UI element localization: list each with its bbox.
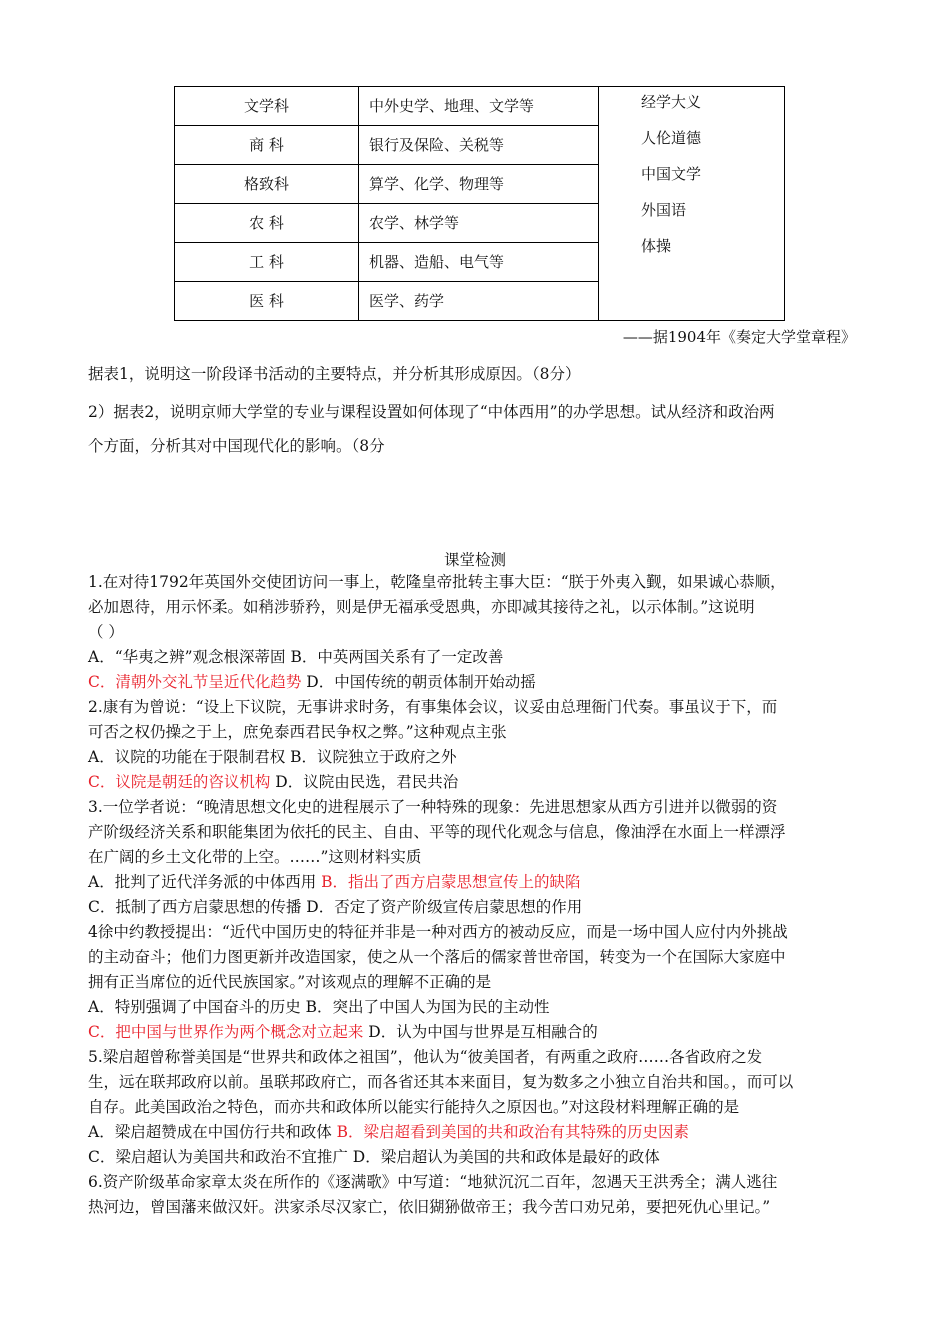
courses-cell: 银行及保险、关税等 bbox=[359, 126, 599, 165]
q6-stem: 6.资产阶级革命家章太炎在所作的《逐满歌》中写道：“地狱沉沉二百年，忽遇天王洪秀全；满人逃往 bbox=[88, 1173, 778, 1191]
subject-cell: 文学科 bbox=[175, 87, 359, 126]
q4-stem: 的主动奋斗；他们力图更新并改造国家，使之从一个落后的儒家普世帝国，转变为一个在国际大家庭中 bbox=[88, 948, 786, 966]
table-source: ——据1904年《奏定大学堂章程》 bbox=[622, 328, 856, 346]
subject-cell: 医 科 bbox=[175, 282, 359, 321]
common-courses-cell bbox=[599, 87, 785, 321]
subject-cell: 商 科 bbox=[175, 126, 359, 165]
q1-stem: （ ） bbox=[88, 623, 124, 641]
courses-cell: 机器、造船、电气等 bbox=[359, 243, 599, 282]
q3-answer-b: B．指出了西方启蒙思想宣传上的缺陷 bbox=[321, 873, 581, 891]
q3-stem: 3.一位学者说：“晚清思想文化史的进程展示了一种特殊的现象：先进思想家从西方引进并以微弱的资 bbox=[88, 798, 778, 816]
q3-options-ab bbox=[88, 870, 581, 892]
q6-stem: 热河边，曾国藩来做汉奸。洪家杀尽汉家亡，依旧猢狲做帝王；我今苦口劝兄弟，要把死仇心里记。” bbox=[88, 1198, 771, 1216]
q1-stem: 1.在对待1792年英国外交使团访问一事上，乾隆皇帝批转主事大臣：“朕于外夷入觐，如果诚心恭顺， bbox=[88, 573, 786, 591]
courses-cell: 农学、林学等 bbox=[359, 204, 599, 243]
q3-options-cd: C．抵制了西方启蒙思想的传播 D．否定了资产阶级宣传启蒙思想的作用 bbox=[88, 898, 583, 916]
subject-cell: 农 科 bbox=[175, 204, 359, 243]
common-course: 体操 bbox=[641, 237, 672, 255]
q5-option-a: A．梁启超赞成在中国仿行共和政体 bbox=[88, 1123, 337, 1141]
course-table bbox=[174, 86, 785, 321]
q5-options-cd: C．梁启超认为美国共和政治不宜推广 D．梁启超认为美国的共和政体是最好的政体 bbox=[88, 1148, 660, 1166]
q5-stem: 5.梁启超曾称誉美国是“世界共和政体之祖国”，他认为“彼美国者，有两重之政府……各省政府之发 bbox=[88, 1048, 763, 1066]
q5-stem: 自存。此美国政治之特色，而亦共和政体所以能实行能持久之原因也。”对这段材料理解正确的是 bbox=[88, 1098, 740, 1116]
q2-answer-c: C．议院是朝廷的咨议机构 bbox=[88, 773, 271, 791]
section-title: 课堂检测 bbox=[443, 551, 506, 569]
q2-options-ab: A．议院的功能在于限制君权 B．议院独立于政府之外 bbox=[88, 748, 457, 766]
q3-stem: 在广阔的乡土文化带的上空。……”这则材料实质 bbox=[88, 848, 422, 866]
q4-stem: 拥有正当席位的近代民族国家。”对该观点的理解不正确的是 bbox=[88, 973, 492, 991]
common-course: 中国文学 bbox=[641, 165, 702, 183]
q4-option-d: D．认为中国与世界是互相融合的 bbox=[363, 1023, 598, 1041]
common-course: 人伦道德 bbox=[641, 129, 702, 147]
courses-cell: 算学、化学、物理等 bbox=[359, 165, 599, 204]
q3-stem: 产阶级经济关系和职能集团为依托的民主、自由、平等的现代化观念与信息，像油浮在水面上一样漂浮 bbox=[88, 823, 786, 841]
q2-options-cd bbox=[88, 770, 458, 792]
question-table2-line: 个方面，分析其对中国现代化的影响。（8分 bbox=[88, 437, 385, 455]
common-course: 外国语 bbox=[641, 201, 687, 219]
courses-cell: 中外史学、地理、文学等 bbox=[359, 87, 599, 126]
subject-cell: 工 科 bbox=[175, 243, 359, 282]
question-table1: 据表1，说明这一阶段译书活动的主要特点，并分析其形成原因。（8分） bbox=[88, 365, 581, 383]
q1-options-cd bbox=[88, 670, 536, 692]
q2-stem: 可否之权仍操之于上，庶免泰西君民争权之弊。”这种观点主张 bbox=[88, 723, 507, 741]
q1-stem: 必加恩待，用示怀柔。如稍涉骄矜，则是伊无福承受恩典，亦即减其接待之礼，以示体制。”这说明 bbox=[88, 598, 755, 616]
q2-option-d: D．议院由民选，君民共治 bbox=[270, 773, 459, 791]
common-course: 经学大义 bbox=[641, 93, 702, 111]
q5-options-ab bbox=[88, 1120, 689, 1142]
q1-options-ab: A．“华夷之辨”观念根深蒂固 B．中英两国关系有了一定改善 bbox=[88, 648, 504, 666]
q5-stem: 生，远在联邦政府以前。虽联邦政府亡，而各省还其本来面目，复为数多之小独立自治共和国。，而可以 bbox=[88, 1073, 794, 1091]
courses-cell: 医学、药学 bbox=[359, 282, 599, 321]
q4-options-cd bbox=[88, 1020, 598, 1042]
q2-stem: 2.康有为曾说：“设上下议院，无事讲求时务，有事集体会议，议妥由总理衙门代奏。事虽议于下，而 bbox=[88, 698, 778, 716]
q4-options-ab: A．特别强调了中国奋斗的历史 B．突出了中国人为国为民的主动性 bbox=[88, 998, 550, 1016]
q5-answer-b: B．梁启超看到美国的共和政治有其特殊的历史因素 bbox=[336, 1123, 690, 1141]
q1-answer-c: C．清朝外交礼节呈近代化趋势 bbox=[88, 673, 302, 691]
q4-stem: 4徐中约教授提出：“近代中国历史的特征并非是一种对西方的被动反应，而是一场中国人应付内外挑战 bbox=[88, 923, 788, 941]
q1-option-d: D．中国传统的朝贡体制开始动摇 bbox=[301, 673, 536, 691]
question-table2-line: 2）据表2，说明京师大学堂的专业与课程设置如何体现了“中体西用”的办学思想。试从经济和政治两 bbox=[88, 403, 775, 421]
subject-cell: 格致科 bbox=[175, 165, 359, 204]
q4-answer-c: C．把中国与世界作为两个概念对立起来 bbox=[88, 1023, 364, 1041]
q3-option-a: A．批判了近代洋务派的中体西用 bbox=[88, 873, 322, 891]
